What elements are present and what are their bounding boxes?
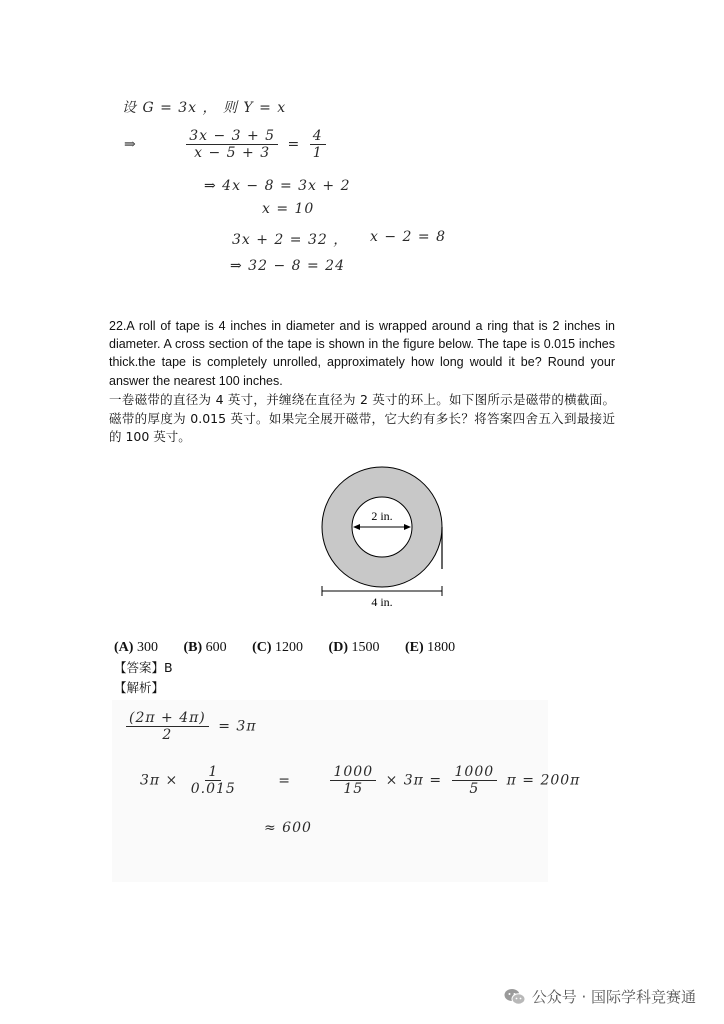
work-line-2	[124, 128, 330, 161]
outer-diameter-label: 4 in.	[371, 595, 393, 609]
fraction-denominator: 0.015	[190, 781, 236, 797]
analysis-label: 【解析】	[114, 680, 165, 695]
fraction-numerator: 1000	[452, 764, 498, 781]
solution-line-1	[122, 710, 257, 743]
fraction-denominator: 1	[312, 145, 323, 161]
fraction-denominator: 5	[469, 781, 480, 797]
fraction-denominator: 2	[162, 727, 173, 743]
problem-text-cn: 一卷磁带的直径为 4 英寸，并缠绕在直径为 2 英寸的环上。如下图所示是磁带的横截面。磁带的厚度为 0.015 英寸。如果完全展开磁带，它大约有多长？将答案四舍五入到最接近的 100 英寸。	[109, 392, 615, 445]
work-line-5a: 3x + 2 = 32 ，	[232, 232, 349, 248]
solution-term: × 3π =	[385, 772, 443, 789]
fraction-denominator: x − 5 + 3	[194, 145, 271, 161]
work-line-5b: x − 2 = 8	[370, 229, 446, 245]
implies-arrow: ⇒	[124, 136, 137, 153]
handwritten-solution	[112, 700, 581, 882]
fraction-numerator: (2π + 4π)	[126, 710, 209, 727]
fraction-denominator: 15	[343, 781, 364, 797]
work-line-4: x = 10	[262, 201, 315, 217]
fraction-numerator: 1000	[330, 764, 376, 781]
answer-label: 【答案】B	[114, 660, 173, 675]
work-line-6: ⇒ 32 − 8 = 24	[230, 258, 345, 274]
solution-fraction-2	[188, 764, 239, 797]
answer-choices	[114, 640, 477, 656]
choice-a: (A) 300	[114, 640, 158, 655]
fraction-numerator: 4	[310, 128, 326, 145]
solution-rhs: = 3π	[218, 718, 257, 735]
equals-sign: =	[278, 772, 292, 789]
fraction-left	[186, 128, 278, 161]
fraction-right	[310, 128, 326, 161]
choice-b: (B) 600	[183, 640, 227, 655]
wechat-icon	[504, 988, 526, 1006]
fraction-numerator: 1	[205, 764, 221, 781]
solution-term: 3π ×	[140, 772, 179, 789]
work-line-1: 设 G = 3x ， 则 Y = x	[122, 100, 287, 116]
inner-diameter-label: 2 in.	[371, 509, 393, 523]
footer-text: 公众号 · 国际学科竞赛通	[531, 988, 696, 1006]
choice-e: (E) 1800	[404, 640, 456, 655]
solution-fraction-3	[330, 764, 376, 797]
solution-line-3: ≈ 600	[264, 820, 312, 836]
tape-cross-section-figure	[310, 455, 460, 615]
footer-watermark	[504, 986, 696, 1007]
fraction-numerator: 3x − 3 + 5	[186, 128, 278, 145]
equals-sign: =	[287, 136, 301, 153]
choice-d: (D) 1500	[328, 640, 380, 655]
problem-text-en: 22.A roll of tape is 4 inches in diameter and is wrapped around a ring that is 2 inches in diameter. A cross section of the tape is shown in the figure below. The tape is 0.015 inches thick.the tape is completely unrolled, approximately how long would it be? Round your answer the nearest 100 inches.	[109, 319, 615, 388]
work-line-3: ⇒ 4x − 8 = 3x + 2	[204, 178, 351, 194]
solution-fraction-4	[452, 764, 498, 797]
choice-c: (C) 1200	[252, 640, 304, 655]
solution-term: π = 200π	[506, 772, 581, 789]
solution-fraction-1	[126, 710, 209, 743]
solution-line-2	[140, 764, 580, 797]
